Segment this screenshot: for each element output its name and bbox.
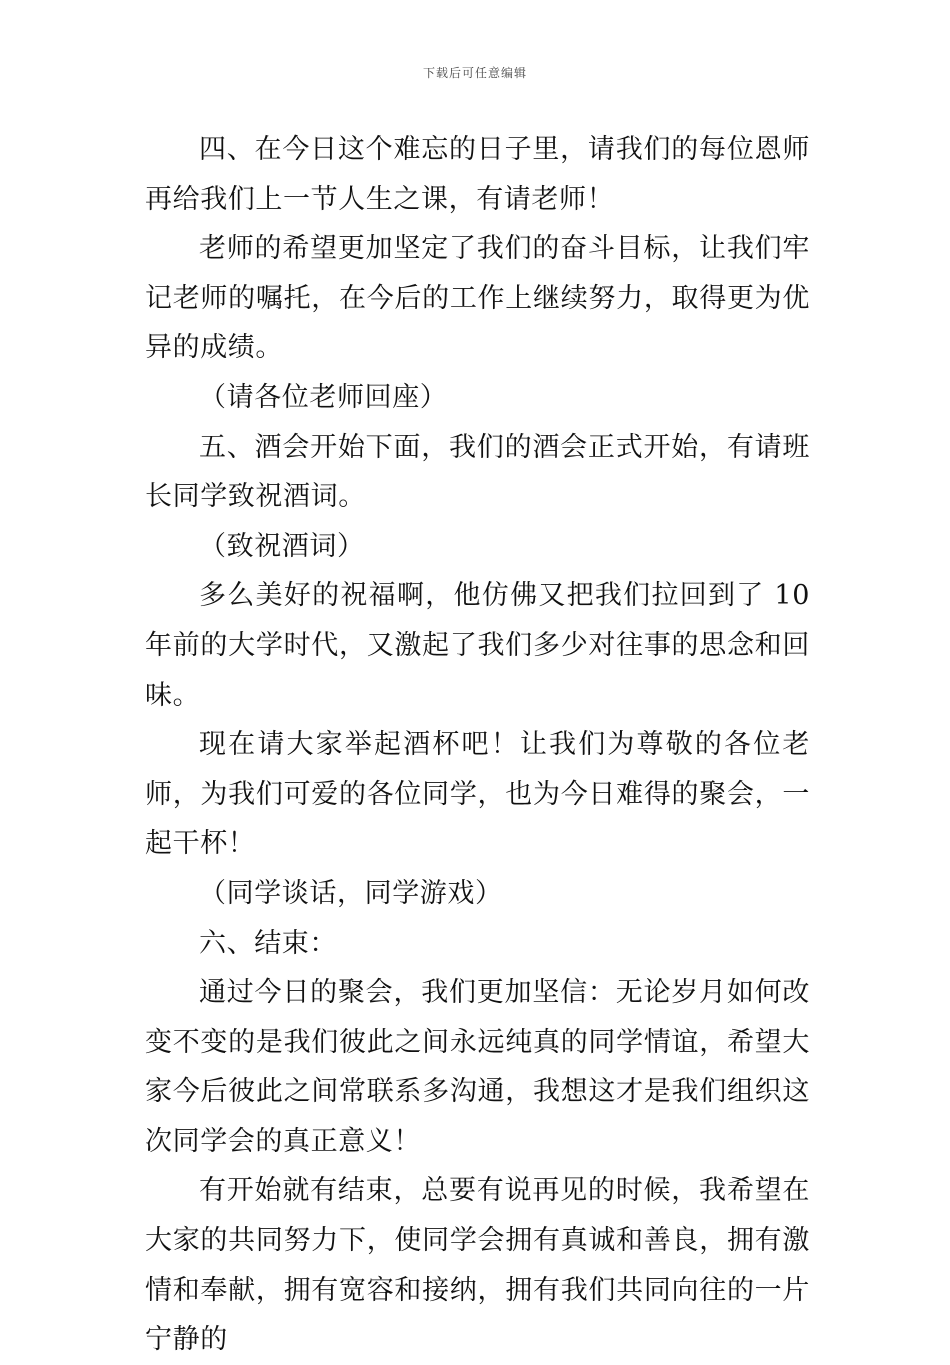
page-header: 下载后可任意编辑 bbox=[422, 66, 527, 80]
paragraph-toast: （致祝酒词） bbox=[199, 530, 365, 562]
paragraph-raise-glasses: 现在请大家举起酒杯吧！让我们为尊敬的各位老师，为我们可爱的各位同学，也为今日难得的聚会，一起干杯！ bbox=[145, 729, 810, 860]
paragraph-teachers-return: （请各位老师回座） bbox=[199, 381, 448, 413]
paragraph-banquet-start: 五、酒会开始下面，我们的酒会正式开始，有请班长同学致祝酒词。 bbox=[145, 431, 810, 513]
paragraph-farewell: 有开始就有结束，总要有说再见的时候，我希望在大家的共同努力下，使同学会拥有真诚和善良，拥有激情和奉献，拥有宽容和接纳，拥有我们共同向往的一片宁静的 bbox=[145, 1175, 810, 1356]
paragraph-friendship: 通过今日的聚会，我们更加坚信：无论岁月如何改变不变的是我们彼此之间永远纯真的同学情谊，希望大家今后彼此之间常联系多沟通，我想这才是我们组织这次同学会的真正意义！ bbox=[145, 977, 810, 1157]
paragraph-teacher-speech: 四、在今日这个难忘的日子里，请我们的每位恩师再给我们上一节人生之课，有请老师！ bbox=[145, 134, 810, 215]
paragraph-classmates-chat: （同学谈话，同学游戏） bbox=[199, 877, 503, 909]
paragraph-teacher-hope: 老师的希望更加坚定了我们的奋斗目标，让我们牢记老师的嘱托，在今后的工作上继续努力，取得更为优异的成绩。 bbox=[145, 233, 810, 364]
paragraph-ending-heading: 六、结束： bbox=[199, 927, 337, 959]
paragraph-blessing: 多么美好的祝福啊，他仿佛又把我们拉回到了 10 年前的大学时代，又激起了我们多少对往事的思念和回味。 bbox=[145, 580, 810, 711]
document-body bbox=[145, 125, 810, 1365]
